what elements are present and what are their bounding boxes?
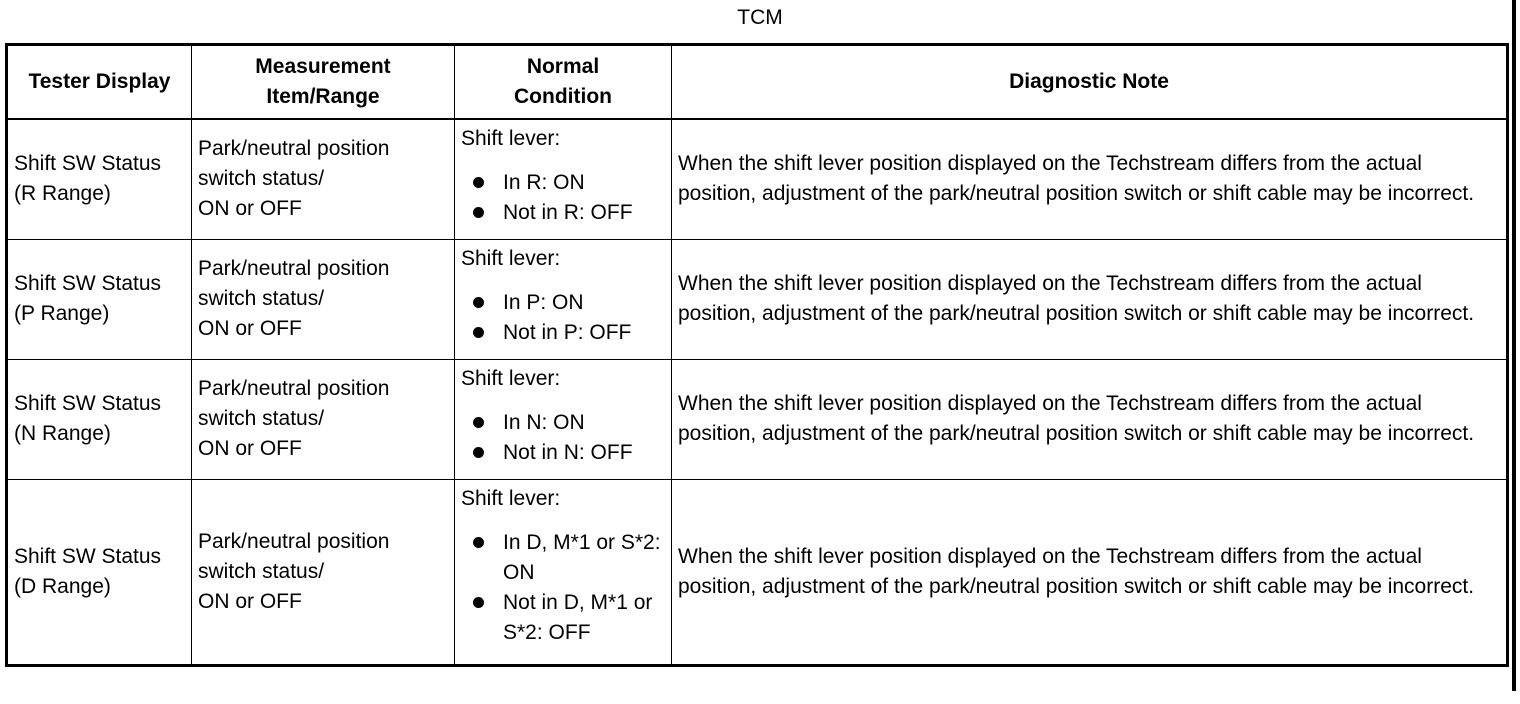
condition-label: Shift lever:: [461, 486, 561, 510]
list-item: In R: ON: [461, 168, 665, 198]
bullet-icon: [473, 207, 484, 218]
table-row: [7, 239, 1508, 359]
bullet-icon: [473, 597, 484, 608]
condition-list: [461, 528, 665, 648]
normal-condition-cell: [455, 479, 672, 665]
list-item: Not in N: OFF: [461, 438, 665, 468]
condition-label: Shift lever:: [461, 127, 561, 150]
bullet-icon: [473, 297, 484, 308]
header-tester-display: Tester Display: [7, 45, 192, 120]
page-title: TCM: [737, 6, 783, 29]
bullet-icon: [473, 327, 484, 338]
header-measurement-item-range: Measurement Item/Range: [192, 45, 455, 120]
measurement-cell: Park/neutral position switch status/ ON or OFF: [192, 479, 455, 665]
measurement-cell: Park/neutral position switch status/ ON or OFF: [192, 119, 455, 239]
tester-display-cell: Shift SW Status (N Range): [7, 359, 192, 479]
measurement-cell: Park/neutral position switch status/ ON or OFF: [192, 239, 455, 359]
list-item: In D, M*1 or S*2: ON: [461, 528, 665, 588]
table-row: [7, 119, 1508, 239]
data-list-table: [5, 43, 1509, 667]
header-normal-condition: Normal Condition: [455, 45, 672, 120]
bullet-icon: [473, 177, 484, 188]
diagnostic-note-cell: When the shift lever position displayed on the Techstream differs from the actual position, adjustment of the park/neutral position switch or shift cable may be incorrect.: [672, 359, 1508, 479]
list-item: Not in P: OFF: [461, 318, 665, 348]
measurement-cell: Park/neutral position switch status/ ON or OFF: [192, 359, 455, 479]
list-item: Not in D, M*1 or S*2: OFF: [461, 588, 665, 648]
normal-condition-cell: [455, 239, 672, 359]
tester-display-cell: Shift SW Status (R Range): [7, 119, 192, 239]
condition-list: [461, 408, 665, 468]
tester-display-cell: Shift SW Status (D Range): [7, 479, 192, 665]
list-item: Not in R: OFF: [461, 198, 665, 228]
table-row: [7, 479, 1508, 665]
header-diagnostic-note: Diagnostic Note: [672, 45, 1508, 120]
table-row: [7, 359, 1508, 479]
condition-list: [461, 168, 665, 228]
condition-label: Shift lever:: [461, 246, 561, 270]
list-item: In P: ON: [461, 288, 665, 318]
page-edge-rule: [1512, 0, 1516, 691]
bullet-icon: [473, 447, 484, 458]
diagnostic-note-cell: When the shift lever position displayed on the Techstream differs from the actual position, adjustment of the park/neutral position switch or shift cable may be incorrect.: [672, 119, 1508, 239]
normal-condition-cell: [455, 359, 672, 479]
normal-condition-cell: [455, 119, 672, 239]
list-item: In N: ON: [461, 408, 665, 438]
tester-display-cell: Shift SW Status (P Range): [7, 239, 192, 359]
diagnostic-note-cell: When the shift lever position displayed on the Techstream differs from the actual position, adjustment of the park/neutral position switch or shift cable may be incorrect.: [672, 239, 1508, 359]
bullet-icon: [473, 417, 484, 428]
diagnostic-note-cell: When the shift lever position displayed on the Techstream differs from the actual position, adjustment of the park/neutral position switch or shift cable may be incorrect.: [672, 479, 1508, 665]
condition-list: [461, 288, 665, 348]
bullet-icon: [473, 537, 484, 548]
condition-label: Shift lever:: [461, 366, 561, 390]
header-row: [7, 45, 1508, 120]
